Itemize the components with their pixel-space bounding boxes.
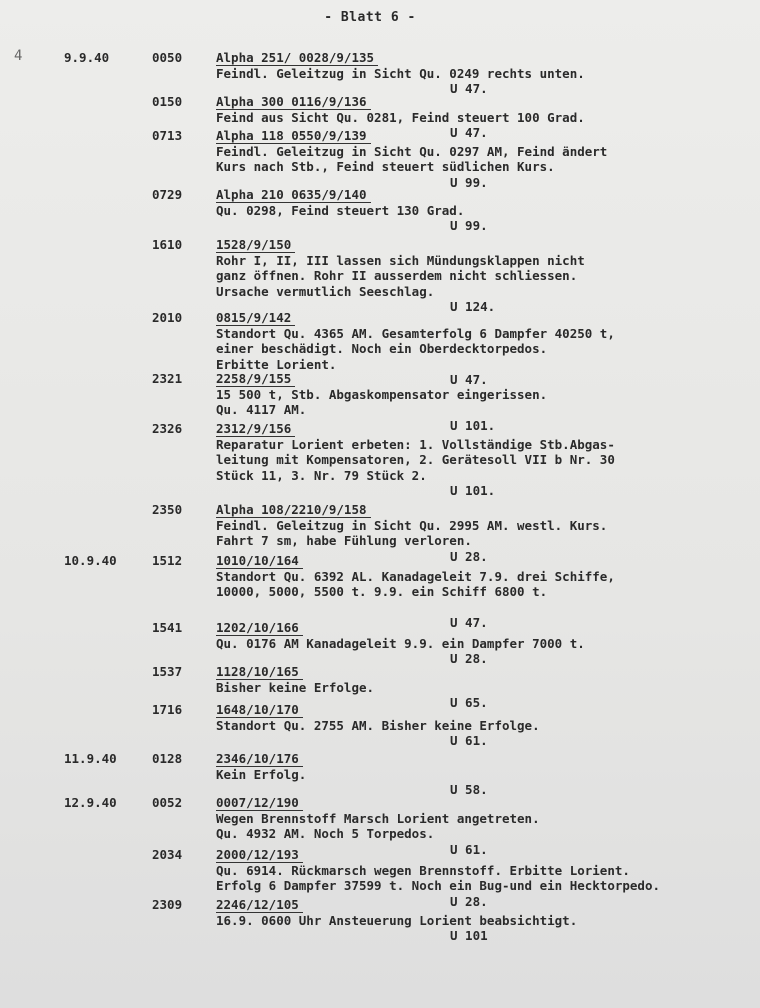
message-reference: 1648/10/170 xyxy=(216,703,303,718)
entry-time: 0052 xyxy=(152,795,183,810)
message-reference: 2312/9/156 xyxy=(216,422,295,437)
message-text-line: Stück 11, 3. Nr. 79 Stück 2. xyxy=(216,467,427,483)
message-text-line: 16.9. 0600 Uhr Ansteuerung Lorient beabsichtigt. xyxy=(216,913,578,928)
message-text-line: 10000, 5000, 5500 t. 9.9. ein Schiff 6800 t. xyxy=(216,584,548,600)
boat-signature: U 47. xyxy=(450,125,488,141)
entry-date: 11.9.40 xyxy=(64,751,117,766)
boat-signature: U 101. xyxy=(450,483,496,499)
entry-time: 0713 xyxy=(152,128,183,143)
message-text-line: Standort Qu. 6392 AL. Kanadageleit 7.9. drei Schiffe, xyxy=(216,569,615,584)
message-text-line: Feind aus Sicht Qu. 0281, Feind steuert 100 Grad. xyxy=(216,110,585,125)
message-reference: Alpha 300 0116/9/136 xyxy=(216,95,371,110)
entry-body xyxy=(216,897,736,944)
message-reference: 2000/12/193 xyxy=(216,848,303,863)
message-text-line: Standort Qu. 4365 AM. Gesamterfolg 6 Dampfer 40250 t, xyxy=(216,326,615,341)
entry-body xyxy=(216,50,736,97)
boat-signature: U 47. xyxy=(450,615,488,631)
message-text-line: Fahrt 7 sm, habe Fühlung verloren. xyxy=(216,533,472,549)
message-text-line: ganz öffnen. Rohr II ausserdem nicht schliessen. xyxy=(216,268,578,284)
message-text-line: Standort Qu. 2755 AM. Bisher keine Erfolge. xyxy=(216,718,540,733)
message-reference: 1128/10/165 xyxy=(216,665,303,680)
message-text-line: Qu. 0176 AM Kanadageleit 9.9. ein Dampfer 7000 t. xyxy=(216,636,585,651)
message-text-line: Erfolg 6 Dampfer 37599 t. Noch ein Bug-und ein Hecktorpedo. xyxy=(216,878,661,894)
boat-signature: U 101. xyxy=(450,417,496,433)
entry-time: 2034 xyxy=(152,847,183,862)
message-text-line: Ursache vermutlich Seeschlag. xyxy=(216,283,435,299)
entry-time: 2321 xyxy=(152,371,183,386)
boat-signature: U 47. xyxy=(450,372,488,388)
entry-date: 12.9.40 xyxy=(64,795,117,810)
message-text-line: Kurs nach Stb., Feind steuert südlichen Kurs. xyxy=(216,159,555,175)
boat-signature: U 99. xyxy=(450,174,488,190)
message-reference: Alpha 251/ 0028/9/135 xyxy=(216,51,378,66)
entry-date: 10.9.40 xyxy=(64,553,117,568)
message-reference: 0007/12/190 xyxy=(216,796,303,811)
boat-signature: U 65. xyxy=(450,695,488,711)
message-text-line: 15 500 t, Stb. Abgaskompensator eingerissen. xyxy=(216,387,548,402)
message-text-line: Rohr I, II, III lassen sich Mündungsklappen nicht xyxy=(216,253,585,268)
entry-time: 1537 xyxy=(152,664,183,679)
boat-signature: U 28. xyxy=(450,651,488,667)
entry-time: 0128 xyxy=(152,751,183,766)
message-reference: 1010/10/164 xyxy=(216,554,303,569)
entry-time: 0729 xyxy=(152,187,183,202)
message-text-line: Qu. 0298, Feind steuert 130 Grad. xyxy=(216,203,465,218)
boat-signature: U 61. xyxy=(450,733,488,749)
message-text-line: Feindl. Geleitzug in Sicht Qu. 2995 AM. westl. Kurs. xyxy=(216,518,608,533)
entry-time: 2326 xyxy=(152,421,183,436)
entry-time: 1512 xyxy=(152,553,183,568)
message-text-line: Reparatur Lorient erbeten: 1. Vollständige Stb.Abgas- xyxy=(216,437,615,452)
entry-time: 1716 xyxy=(152,702,183,717)
message-reference: Alpha 118 0550/9/139 xyxy=(216,129,371,144)
entry-body xyxy=(216,237,736,315)
message-text-line: Erbitte Lorient. xyxy=(216,356,337,372)
entry-date: 9.9.40 xyxy=(64,50,110,65)
entry-time: 1541 xyxy=(152,620,183,635)
entry-time: 0050 xyxy=(152,50,183,65)
message-reference: 1202/10/166 xyxy=(216,621,303,636)
boat-signature: U 61. xyxy=(450,841,488,857)
message-text-line: Qu. 4117 AM. xyxy=(216,402,307,418)
message-text-line: Feindl. Geleitzug in Sicht Qu. 0297 AM, Feind ändert xyxy=(216,144,608,159)
boat-signature: U 28. xyxy=(450,893,488,909)
message-text-line: Kein Erfolg. xyxy=(216,767,307,782)
page-header: - Blatt 6 - xyxy=(324,10,416,25)
message-text-line: leitung mit Kompensatoren, 2. Gerätesoll VII b Nr. 30 xyxy=(216,452,615,468)
entry-time: 1610 xyxy=(152,237,183,252)
message-text-line: einer beschädigt. Noch ein Oberdecktorpedos. xyxy=(216,341,548,357)
message-text-line xyxy=(216,600,736,615)
boat-signature: U 28. xyxy=(450,548,488,564)
entry-body xyxy=(216,421,736,499)
entry-body xyxy=(216,553,736,631)
boat-signature: U 124. xyxy=(450,299,496,315)
message-reference: 0815/9/142 xyxy=(216,311,295,326)
message-text-line: Qu. 6914. Rückmarsch wegen Brennstoff. Erbitte Lorient. xyxy=(216,863,630,878)
entry-body xyxy=(216,620,736,667)
entry-time: 2010 xyxy=(152,310,183,325)
message-text-line: Bisher keine Erfolge. xyxy=(216,680,375,695)
margin-mark: 4 xyxy=(14,48,23,64)
message-text-line: Wegen Brennstoff Marsch Lorient angetreten. xyxy=(216,811,540,826)
entry-body xyxy=(216,702,736,749)
boat-signature: U 58. xyxy=(450,782,488,798)
message-reference: 2346/10/176 xyxy=(216,752,303,767)
boat-signature: U 99. xyxy=(450,218,488,234)
entry-time: 2309 xyxy=(152,897,183,912)
boat-signature: U 47. xyxy=(450,81,488,97)
message-reference: 2258/9/155 xyxy=(216,372,295,387)
message-reference: Alpha 108/2210/9/158 xyxy=(216,503,371,518)
entry-time: 2350 xyxy=(152,502,183,517)
boat-signature: U 101 xyxy=(450,928,488,944)
message-reference: Alpha 210 0635/9/140 xyxy=(216,188,371,203)
entry-body xyxy=(216,751,736,798)
entry-time: 0150 xyxy=(152,94,183,109)
entry-body xyxy=(216,128,736,190)
message-text-line: Feindl. Geleitzug in Sicht Qu. 0249 rechts unten. xyxy=(216,66,585,81)
message-reference: 1528/9/150 xyxy=(216,238,295,253)
entry-body xyxy=(216,187,736,234)
message-text-line: Qu. 4932 AM. Noch 5 Torpedos. xyxy=(216,826,435,842)
message-reference: 2246/12/105 xyxy=(216,898,303,913)
